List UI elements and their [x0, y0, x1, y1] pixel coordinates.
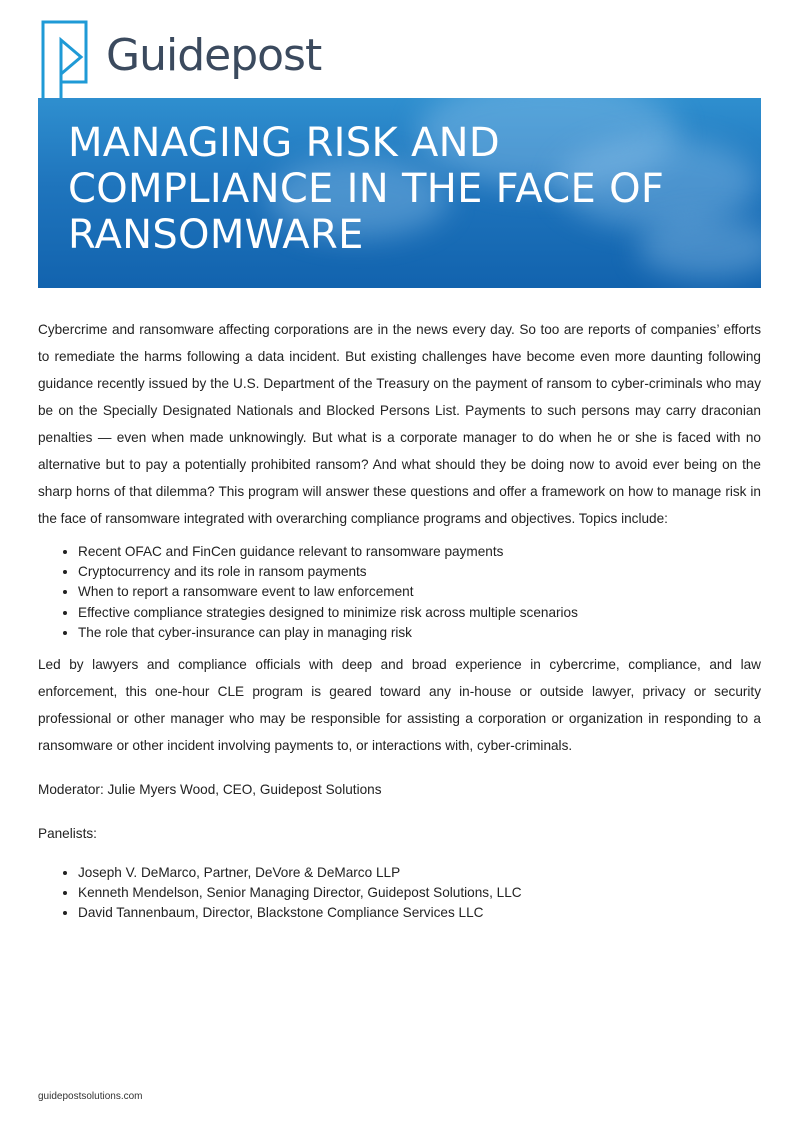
list-item: • The role that cyber-insurance can play in managing risk: [78, 623, 761, 643]
list-item: • David Tannenbaum, Director, Blackstone Compliance Services LLC: [78, 903, 761, 923]
description-paragraph: Led by lawyers and compliance officials with deep and broad experience in cybercrime, compliance, and law enforcement, this one-hour CLE program is geared toward any in-house or outside lawyer, privacy or security professional or other manager who may be responsible for assisting a corporation or organization in responding to a ransomware or other incident involving payments to, or interactions with, cyber-criminals.: [38, 657, 761, 754]
intro-paragraph: Cybercrime and ransomware affecting corporations are in the news every day. So too are reports of companies’ efforts to remediate the harms following a data incident. But existing challenges have become even more daunting following guidance recently issued by the U.S. Department of the Treasury on the payment of ransom to cyber-criminals who may be on the Specially Designated Nationals and Blocked Persons List. Payments to such persons may carry draconian penalties — even when made unknowingly. But what is a corporate manager to do when he or she is faced with no alternative but to pay a potentially prohibited ransom? And what should they be doing now to avoid ever being on the sharp horns of that dilemma? This program will answer these questions and offer a framework on how to manage risk in the face of ransomware integrated with overarching compliance programs and objectives. Topics include:: [38, 322, 761, 526]
moderator-line: Moderator: Julie Myers Wood, CEO, Guidepost Solutions: [38, 782, 382, 798]
guidepost-logo-icon: [40, 20, 100, 100]
list-item: • Kenneth Mendelson, Senior Managing Director, Guidepost Solutions, LLC: [78, 883, 761, 903]
list-item: • When to report a ransomware event to law enforcement: [78, 582, 761, 602]
list-item: • Recent OFAC and FinCen guidance relevant to ransomware payments: [78, 542, 761, 562]
list-item: • Effective compliance strategies designed to minimize risk across multiple scenarios: [78, 603, 761, 623]
title-banner: [38, 98, 761, 288]
footer-url: guidepostsolutions.com: [38, 1091, 143, 1102]
logo-wordmark: Guidepost: [106, 30, 322, 81]
panelists-label: Panelists:: [38, 826, 97, 842]
page-title: MANAGING RISK AND COMPLIANCE IN THE FACE OF RANSOMWARE: [68, 120, 665, 258]
guidepost-logo: [40, 20, 340, 98]
topics-list: [38, 542, 761, 643]
main-content: [38, 316, 761, 932]
panelists-list: [38, 863, 761, 924]
list-item: • Cryptocurrency and its role in ransom payments: [78, 562, 761, 582]
list-item: • Joseph V. DeMarco, Partner, DeVore & DeMarco LLP: [78, 863, 761, 883]
